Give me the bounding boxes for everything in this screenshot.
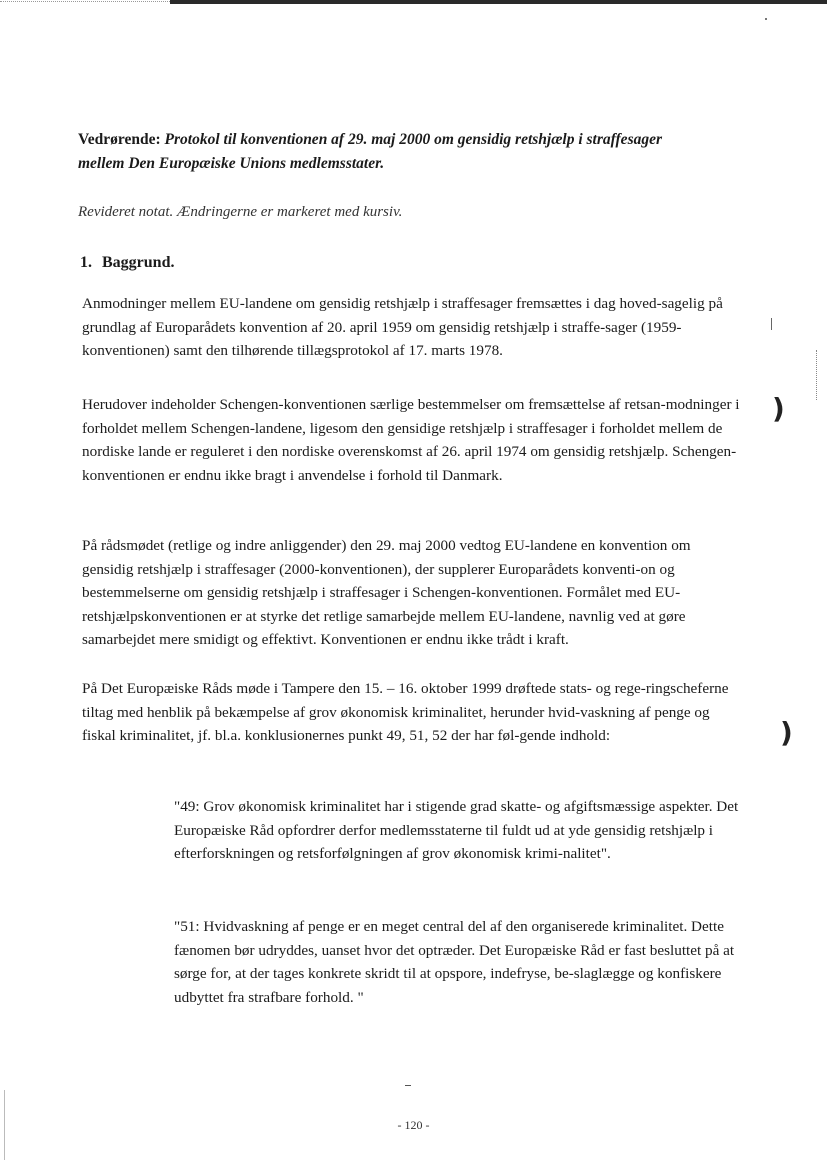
quote-text: "49: Grov økonomisk kriminalitet har i stigende grad skatte- og afgiftsmæssige aspekter. Det Europæiske Råd opfordrer derfor medlemsstaterne til fuldt ud at yde gensidig retshjælp i efterforskningen og retsforfølgningen af grov økonomisk krimi-nalitet". <box>174 798 739 862</box>
quote-text: "51: Hvidvaskning af penge er en meget central del af den organiserede kriminalitet. Dette fænomen bør udryddes, uanset hvor det optræder. Det Europæiske Råd er fast besluttet på at sørge for, at der tages konkrete skridt til at opspore, indefryse, be-slaglægge og konfiskere udbyttet fra strafbare forhold. " <box>174 918 735 1006</box>
punch-hole-mark-icon: ) <box>780 716 793 749</box>
scan-top-edge <box>0 1 170 3</box>
subject-block <box>78 128 758 176</box>
revision-note: Revideret notat. Ændringerne er markeret med kursiv. <box>78 204 403 220</box>
paragraph-text: På rådsmødet (retlige og indre anliggender) den 29. maj 2000 vedtog EU-landene en konvention om gensidig retshjælp i straffesager (2000-konventionen), der supplerer Europarådets konventi-on og bestemmelserne om gensidig retshjælp i straffesager i Schengen-konventionen. Formålet med EU-retshjælpskonventionen er at styrke det retlige samarbejde mellem EU-landene, navnlig ved at gøre samarbejdet mere smidigt og effektivt. Konventionen er endnu ikke trådt i kraft. <box>82 537 691 648</box>
paragraph-text: På Det Europæiske Råds møde i Tampere den 15. – 16. oktober 1999 drøftede stats- og rege-ringscheferne tiltag med henblik på bekæmpelse af grov økonomisk kriminalitet, herunder hvid-vaskning af penge og fiskal kriminalitet, jf. bl.a. konklusionernes punkt 49, 51, 52 der har føl-gende indhold: <box>82 680 729 744</box>
section-heading <box>80 254 174 272</box>
quote-49 <box>174 795 740 866</box>
page-number: - 120 - <box>397 1118 430 1132</box>
subject-lead: Vedrørende: <box>78 131 161 148</box>
paragraph-4 <box>82 677 742 748</box>
subject-title-line1: Protokol til konventionen af 29. maj 2000 om gensidig retshjælp i straffesager <box>164 131 663 148</box>
punch-hole-mark-icon: ) <box>772 392 785 425</box>
quote-51 <box>174 915 740 1009</box>
paragraph-1 <box>82 292 742 363</box>
scan-margin-tick <box>771 318 772 330</box>
scan-margin-dots <box>816 350 818 400</box>
section-number: 1. <box>80 254 92 271</box>
section-title: Baggrund. <box>102 254 175 271</box>
paragraph-2 <box>82 393 742 487</box>
paragraph-text: Herudover indeholder Schengen-konventionen særlige bestemmelser om fremsættelse af retsan-modninger i forholdet mellem Schengen-landene, ligesom den gensidige retshjælp i straffesager i forholdet mellem de nordiske lande er reguleret i den nordiske overenskomst af 26. april 1974 om gensidig retshjælp. Schengen-konventionen er endnu ikke bragt i anvendelse i forhold til Danmark. <box>82 396 740 484</box>
scan-dash <box>405 1085 411 1086</box>
scan-top-rule <box>170 0 827 4</box>
paragraph-3 <box>82 534 742 652</box>
scan-speck <box>765 18 767 20</box>
paragraph-text: Anmodninger mellem EU-landene om gensidig retshjælp i straffesager fremsættes i dag hoved-sagelig på grundlag af Europarådets konvention af 20. april 1959 om gensidig retshjælp i straffe-sager (1959-konventionen) samt den tilhørende tillægsprotokol af 17. marts 1978. <box>82 295 723 359</box>
subject-title-line2: mellem Den Europæiske Unions medlemsstater. <box>78 155 385 172</box>
